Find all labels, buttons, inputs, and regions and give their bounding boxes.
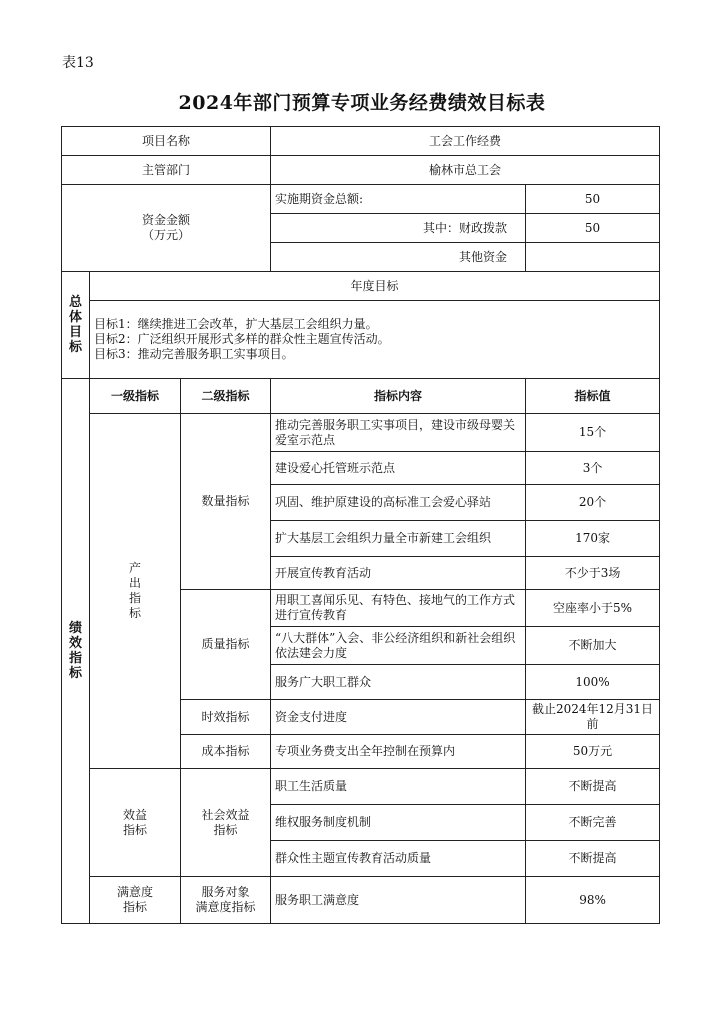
indicator-value: 170家 [526, 521, 660, 557]
indicator-content: 用职工喜闻乐见、有特色、接地气的工作方式进行宣传教育 [271, 590, 526, 627]
indicator-value: 98% [526, 877, 660, 924]
funds-label-cell [62, 185, 271, 272]
service-satisfaction-label [181, 877, 271, 924]
satisfaction-label-line: 指标 [122, 900, 147, 914]
indicator-content: 服务广大职工群众 [271, 665, 526, 700]
indicator-content: 服务职工满意度 [271, 877, 526, 924]
output-char: 标 [128, 606, 141, 620]
overall-goal-char: 标 [68, 340, 82, 355]
table-number: 表13 [62, 55, 94, 71]
header-level2: 二级指标 [181, 379, 271, 414]
table-row [62, 769, 660, 805]
header-level1: 一级指标 [90, 379, 181, 414]
annual-goal-label: 年度目标 [90, 272, 660, 301]
header-value: 指标值 [526, 379, 660, 414]
indicator-value: 不断提高 [526, 841, 660, 877]
indicator-content: 维权服务制度机制 [271, 805, 526, 841]
funds-fiscal-value: 50 [526, 214, 660, 243]
indicator-value: 截止2024年12月31日前 [526, 700, 660, 735]
goal-item: 目标2：广泛组织开展形式多样的群众性主题宣传活动。 [94, 332, 390, 346]
funds-total-label: 实施期资金总额: [271, 185, 526, 214]
indicator-content: 资金支付进度 [271, 700, 526, 735]
performance-char: 绩 [68, 621, 82, 636]
satisfaction-indicator-label [90, 877, 181, 924]
indicator-value: 不少于3场 [526, 557, 660, 590]
satisfaction-label-line: 满意度 [116, 885, 153, 899]
funds-unit: （万元） [142, 228, 191, 242]
project-label: 项目名称 [62, 127, 271, 156]
indicator-content: 建设爱心托管班示范点 [271, 452, 526, 485]
service-satisfaction-line: 服务对象 [201, 885, 250, 899]
funds-total-row [62, 185, 660, 214]
annual-goal-header-row [62, 272, 660, 301]
project-value: 工会工作经费 [271, 127, 660, 156]
funds-fiscal-label: 其中：财政拨款 [271, 214, 526, 243]
social-benefit-label [181, 769, 271, 877]
performance-char: 效 [68, 636, 82, 651]
indicator-content: 巩固、维护原建设的高标准工会爱心驿站 [271, 485, 526, 521]
social-benefit-line: 社会效益 [201, 807, 250, 822]
funds-label: 资金金额 [142, 213, 191, 227]
benefit-label-line: 指标 [122, 822, 147, 837]
table-row [62, 877, 660, 924]
table-row [62, 414, 660, 452]
annual-goals-cell [90, 301, 660, 379]
document-title: 2024年部门预算专项业务经费绩效目标表 [178, 92, 546, 114]
goal-item: 目标3：推动完善服务职工实事项目。 [94, 347, 294, 361]
overall-goal-char: 总 [68, 295, 82, 310]
indicator-value: 不断加大 [526, 627, 660, 665]
quantity-indicator-label: 数量指标 [181, 414, 271, 590]
department-label: 主管部门 [62, 156, 271, 185]
overall-goal-label [62, 272, 90, 379]
service-satisfaction-line: 满意度指标 [195, 900, 256, 914]
indicator-content: “八大群体”入会、非公经济组织和新社会组织依法建会力度 [271, 627, 526, 665]
indicator-content: 专项业务费支出全年控制在预算内 [271, 735, 526, 769]
output-indicator-label [90, 414, 181, 769]
indicator-value: 不断提高 [526, 769, 660, 805]
performance-target-table [61, 126, 660, 924]
indicator-value: 100% [526, 665, 660, 700]
social-benefit-line: 指标 [213, 822, 238, 837]
benefit-indicator-label [90, 769, 181, 877]
quality-indicator-label: 质量指标 [181, 590, 271, 700]
timeliness-indicator-label: 时效指标 [181, 700, 271, 735]
indicator-content: 职工生活质量 [271, 769, 526, 805]
header-content: 指标内容 [271, 379, 526, 414]
indicator-value: 20个 [526, 485, 660, 521]
performance-char: 标 [68, 666, 82, 681]
indicator-header-row [62, 379, 660, 414]
performance-char: 指 [68, 651, 82, 666]
indicator-value: 不断完善 [526, 805, 660, 841]
output-char: 指 [128, 591, 141, 605]
benefit-label-line: 效益 [122, 807, 147, 822]
indicator-content: 扩大基层工会组织力量全市新建工会组织 [271, 521, 526, 557]
cost-indicator-label: 成本指标 [181, 735, 271, 769]
department-row [62, 156, 660, 185]
output-char: 产 [128, 561, 141, 575]
indicator-value: 3个 [526, 452, 660, 485]
performance-indicator-label [62, 379, 90, 924]
funds-total-value: 50 [526, 185, 660, 214]
annual-goals-row [62, 301, 660, 379]
indicator-value: 50万元 [526, 735, 660, 769]
department-value: 榆林市总工会 [271, 156, 660, 185]
indicator-value: 空座率小于5% [526, 590, 660, 627]
funds-other-label: 其他资金 [271, 243, 526, 272]
indicator-value: 15个 [526, 414, 660, 452]
output-char: 出 [128, 576, 141, 590]
project-row [62, 127, 660, 156]
funds-other-value [526, 243, 660, 272]
goal-item: 目标1：继续推进工会改革，扩大基层工会组织力量。 [94, 317, 378, 331]
overall-goal-char: 目 [68, 325, 82, 340]
overall-goal-char: 体 [68, 310, 82, 325]
indicator-content: 群众性主题宣传教育活动质量 [271, 841, 526, 877]
indicator-content: 推动完善服务职工实事项目，建设市级母婴关爱室示范点 [271, 414, 526, 452]
indicator-content: 开展宣传教育活动 [271, 557, 526, 590]
